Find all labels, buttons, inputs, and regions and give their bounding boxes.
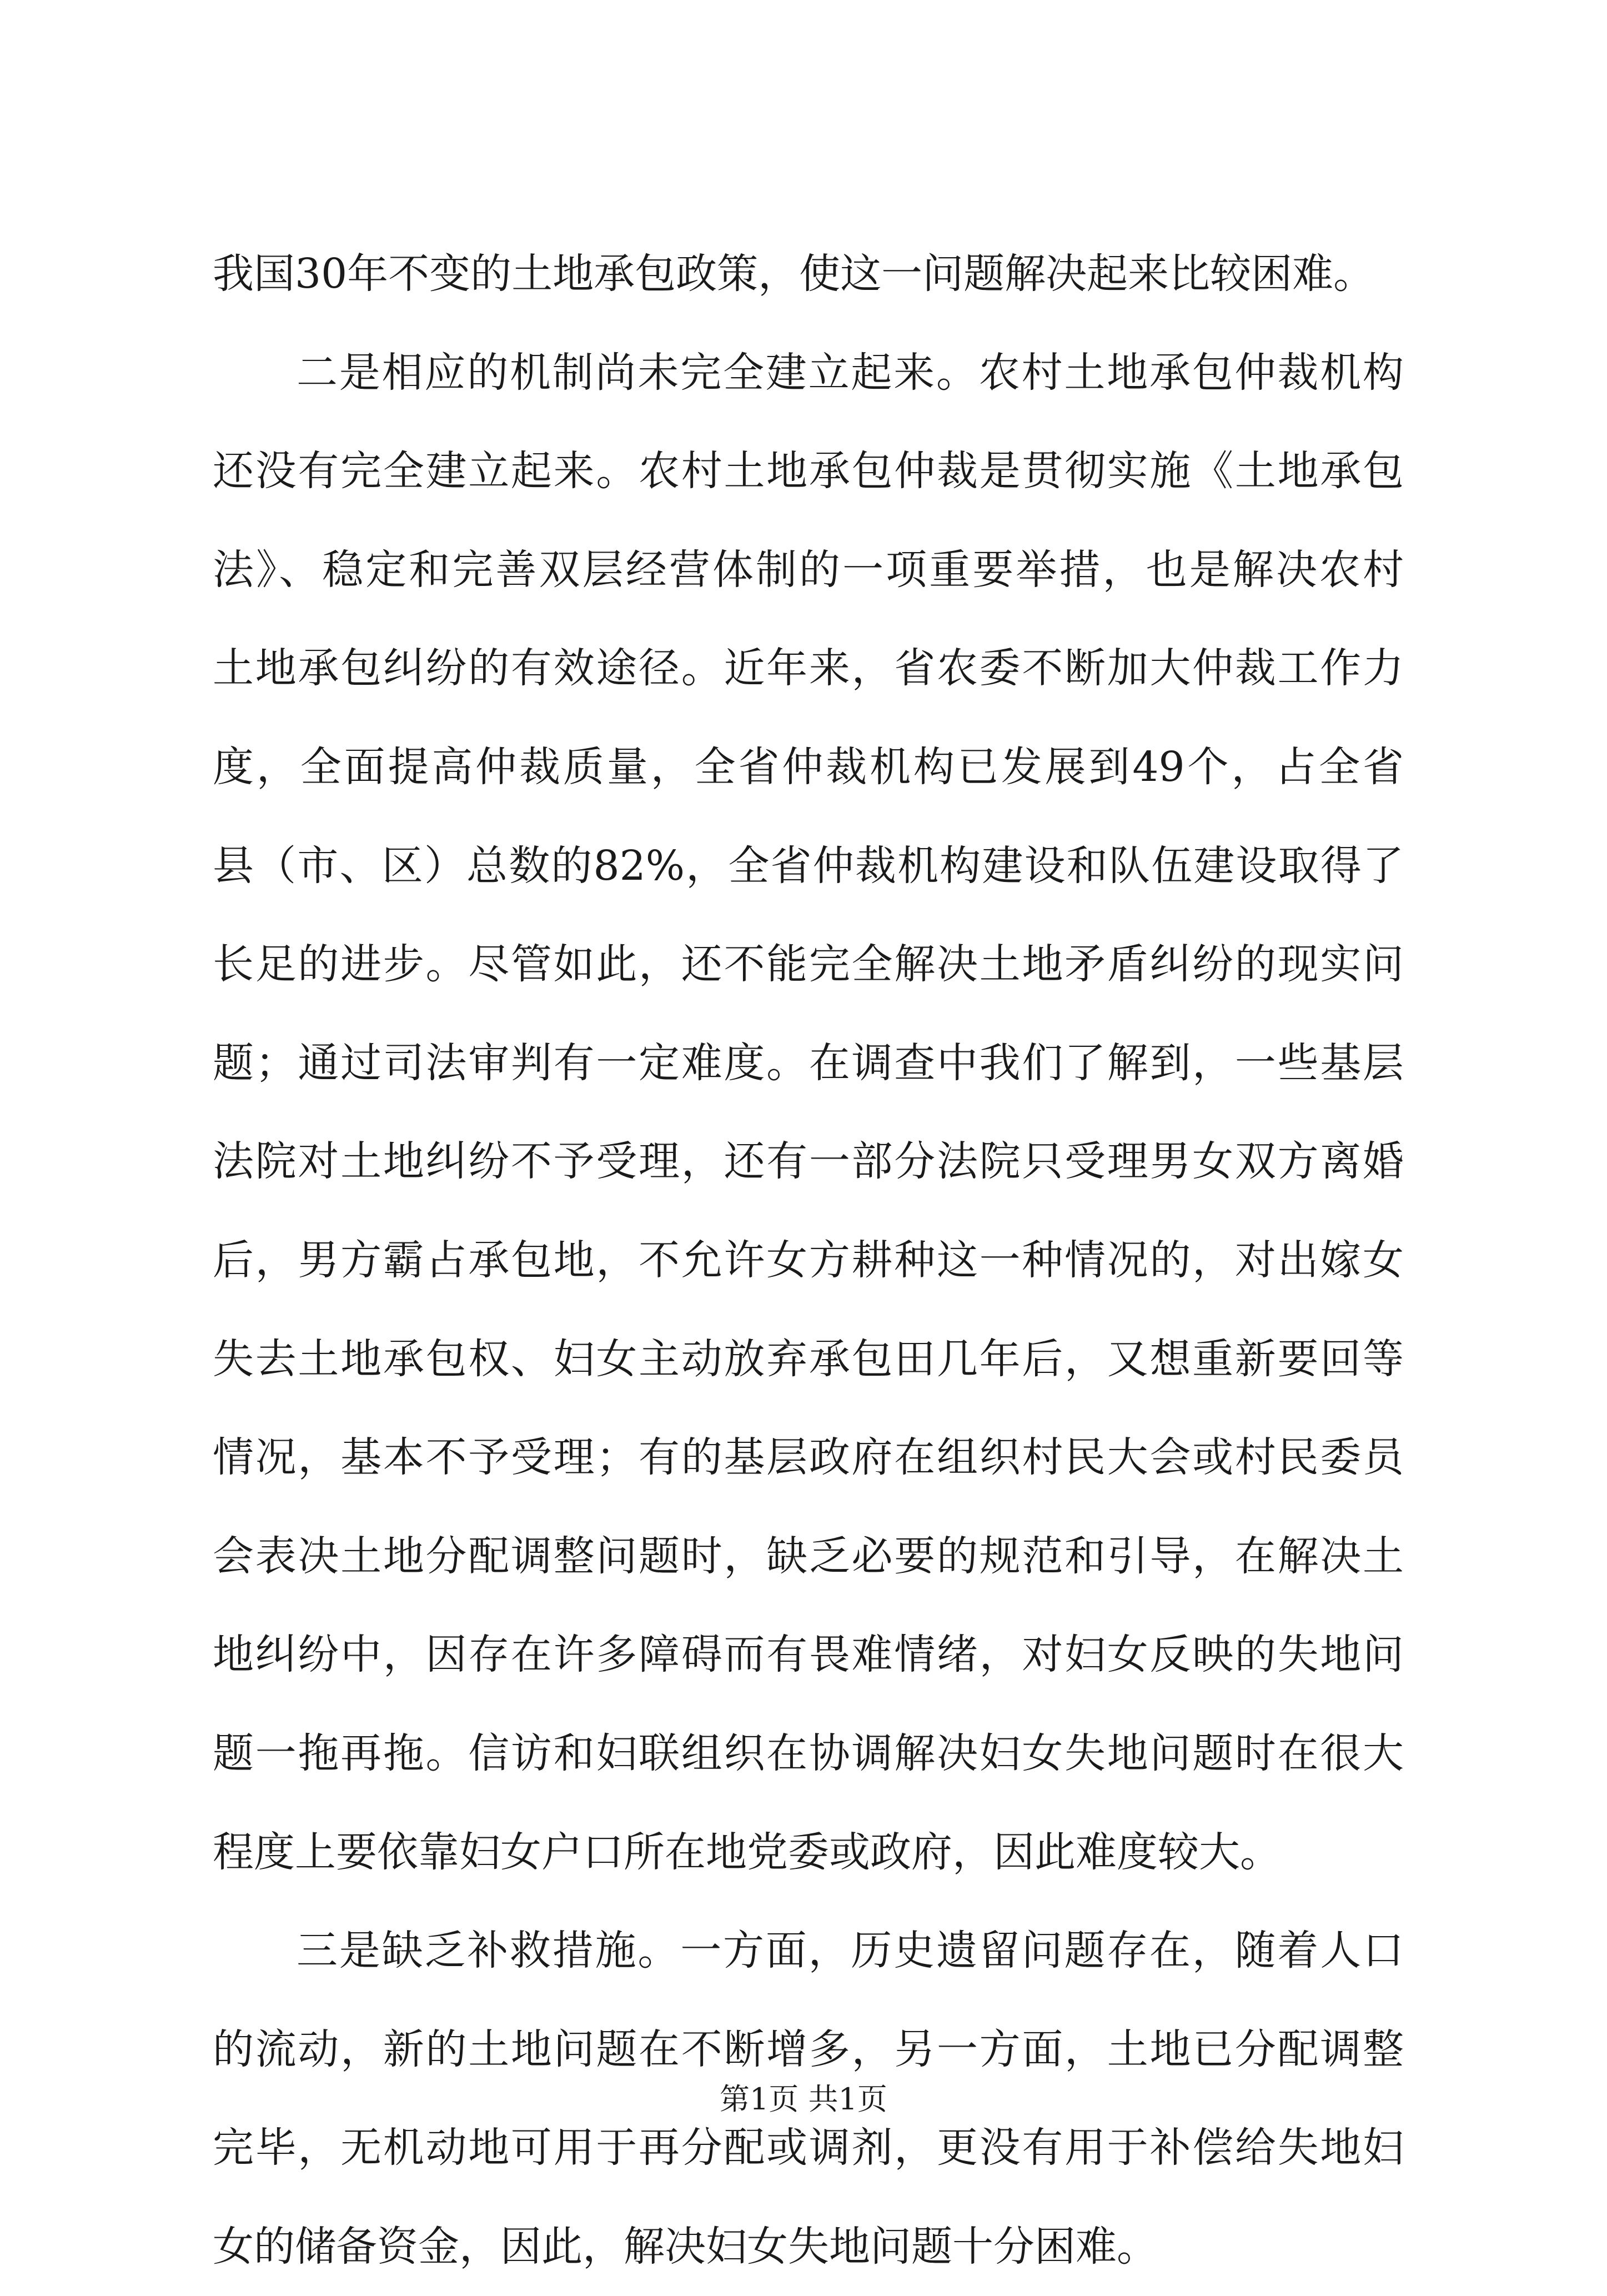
- paragraph-2-line-5: 度，全面提高仲裁质量，全省仲裁机构已发展到49个，占全省: [213, 743, 1404, 791]
- paragraph-2-line-14: 地纠纷中，因存在许多障碍而有畏难情绪，对妇女反映的失地问: [213, 1631, 1404, 1679]
- paragraph-2-line-4: 土地承包纠纷的有效途径。近年来，省农委不断加大仲裁工作力: [213, 644, 1404, 693]
- paragraph-2-line-7: 长足的进步。尽管如此，还不能完全解决土地矛盾纠纷的现实问: [213, 940, 1404, 989]
- paragraph-2-line-1: 二是相应的机制尚未完全建立起来。农村土地承包仲裁机构: [297, 348, 1404, 397]
- paragraph-1-line-1: 我国30年不变的土地承包政策，使这一问题解决起来比较困难。: [213, 250, 1375, 298]
- page-number-footer: 第1页 共1页: [720, 2082, 887, 2117]
- paragraph-2-line-13: 会表决土地分配调整问题时，缺乏必要的规范和引导，在解决土: [213, 1532, 1404, 1580]
- paragraph-2-line-3: 法》、稳定和完善双层经营体制的一项重要举措，也是解决农村: [213, 545, 1404, 594]
- paragraph-2-line-11: 失去土地承包权、妇女主动放弃承包田几年后，又想重新要回等: [213, 1335, 1404, 1383]
- paragraph-2-line-12: 情况，基本不予受理；有的基层政府在组织村民大会或村民委员: [213, 1433, 1404, 1482]
- paragraph-3-line-1: 三是缺乏补救措施。一方面，历史遗留问题存在，随着人口: [297, 1927, 1404, 1975]
- document-body: [213, 225, 1404, 2296]
- paragraph-2-line-2: 还没有完全建立起来。农村土地承包仲裁是贯彻实施《土地承包: [213, 447, 1404, 495]
- paragraph-2-line-9: 法院对土地纠纷不予受理，还有一部分法院只受理男女双方离婚: [213, 1137, 1404, 1186]
- paragraph-2-line-6: 县（市、区）总数的82%，全省仲裁机构建设和队伍建设取得了: [213, 841, 1404, 890]
- paragraph-3-line-3: 完毕，无机动地可用于再分配或调剂，更没有用于补偿给失地妇: [213, 2124, 1404, 2172]
- paragraph-2-line-15: 题一拖再拖。信访和妇联组织在协调解决妇女失地问题时在很大: [213, 1729, 1404, 1777]
- paragraph-2-line-10: 后，男方霸占承包地，不允许女方耕种这一种情况的，对出嫁女: [213, 1236, 1404, 1284]
- paragraph-2-line-8: 题；通过司法审判有一定难度。在调查中我们了解到，一些基层: [213, 1039, 1404, 1087]
- paragraph-2-line-16: 程度上要依靠妇女户口所在地党委或政府，因此难度较大。: [213, 1828, 1281, 1876]
- paragraph-3-line-4: 女的储备资金，因此，解决妇女失地问题十分困难。: [213, 2222, 1158, 2270]
- paragraph-3-line-2: 的流动，新的土地问题在不断增多，另一方面，土地已分配调整: [213, 2025, 1404, 2073]
